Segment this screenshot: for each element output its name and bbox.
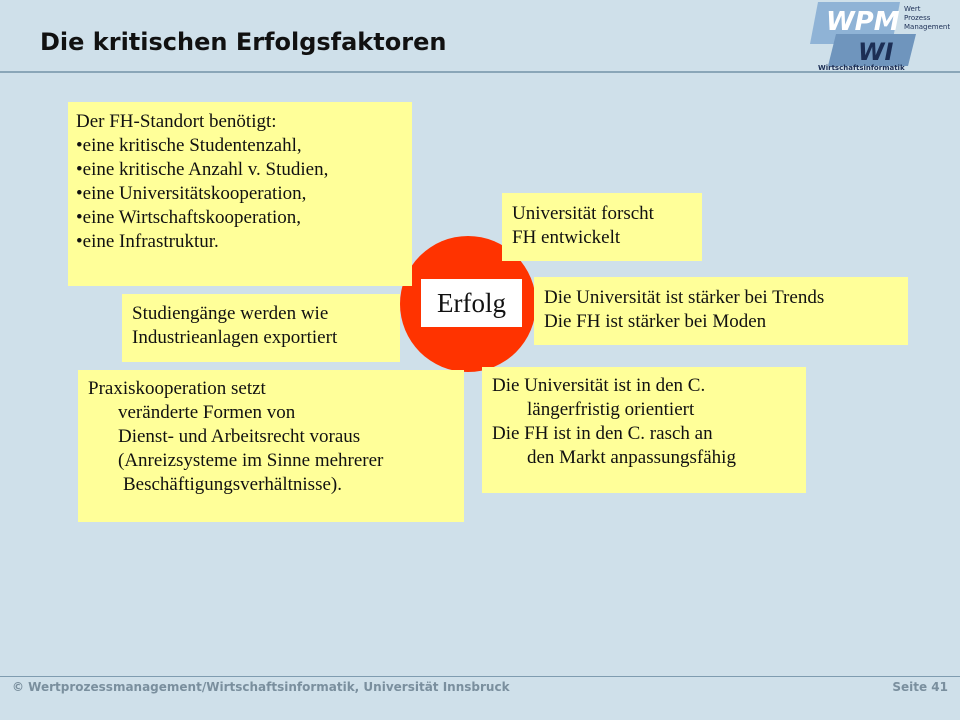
praxis-line: Beschäftigungsverhältnisse). xyxy=(123,474,342,495)
logo-text-prozess: Prozess xyxy=(904,14,931,22)
standort-line: •eine Infrastruktur. xyxy=(76,231,219,252)
praxis-line: Dienst- und Arbeitsrecht voraus xyxy=(118,426,361,447)
standort-box xyxy=(68,102,412,286)
footer-page-number: Seite 41 xyxy=(892,680,948,694)
slide-title: Die kritischen Erfolgsfaktoren xyxy=(40,28,447,56)
studiengaenge-line: Studiengänge werden wie xyxy=(132,303,329,324)
studiengaenge-line: Industrieanlagen exportiert xyxy=(132,327,338,348)
footer-divider xyxy=(0,676,960,677)
orientiert-line: den Markt anpassungsfähig xyxy=(527,447,736,468)
standort-line: •eine Universitätskooperation, xyxy=(76,183,307,204)
logo-main-text: WPM xyxy=(826,7,900,37)
logo-text-bottom: Wirtschaftsinformatik xyxy=(818,64,905,72)
wpm-wi-logo xyxy=(800,0,960,72)
footer-copyright: © Wertprozessmanagement/Wirtschaftsinformatik, Universität Innsbruck xyxy=(12,680,510,694)
forscht-line: Universität forscht xyxy=(512,203,654,224)
center-label: Erfolg xyxy=(421,279,522,327)
orientiert-line: längerfristig orientiert xyxy=(527,399,695,420)
forscht-line: FH entwickelt xyxy=(512,227,621,248)
logo-text-wert: Wert xyxy=(904,5,921,13)
forscht-box xyxy=(502,193,702,261)
standort-line: •eine kritische Anzahl v. Studien, xyxy=(76,159,329,180)
trends-line: Die FH ist stärker bei Moden xyxy=(544,311,767,332)
trends-line: Die Universität ist stärker bei Trends xyxy=(544,287,825,308)
praxis-line: veränderte Formen von xyxy=(118,402,296,423)
standort-line: •eine kritische Studentenzahl, xyxy=(76,135,302,156)
praxis-box xyxy=(78,370,464,522)
logo-graphic xyxy=(800,0,960,72)
studiengaenge-box xyxy=(122,294,400,362)
trends-box xyxy=(534,277,908,345)
standort-line: Der FH-Standort benötigt: xyxy=(76,111,277,132)
orientiert-line: Die FH ist in den C. rasch an xyxy=(492,423,713,444)
logo-text-management: Management xyxy=(904,23,951,31)
logo-sub-text: WI xyxy=(858,38,894,66)
praxis-line: (Anreizsysteme im Sinne mehrerer xyxy=(118,450,384,471)
orientiert-box xyxy=(482,367,806,493)
standort-line: •eine Wirtschaftskooperation, xyxy=(76,207,302,228)
praxis-line: Praxiskooperation setzt xyxy=(88,378,266,399)
orientiert-line: Die Universität ist in den C. xyxy=(492,375,706,396)
